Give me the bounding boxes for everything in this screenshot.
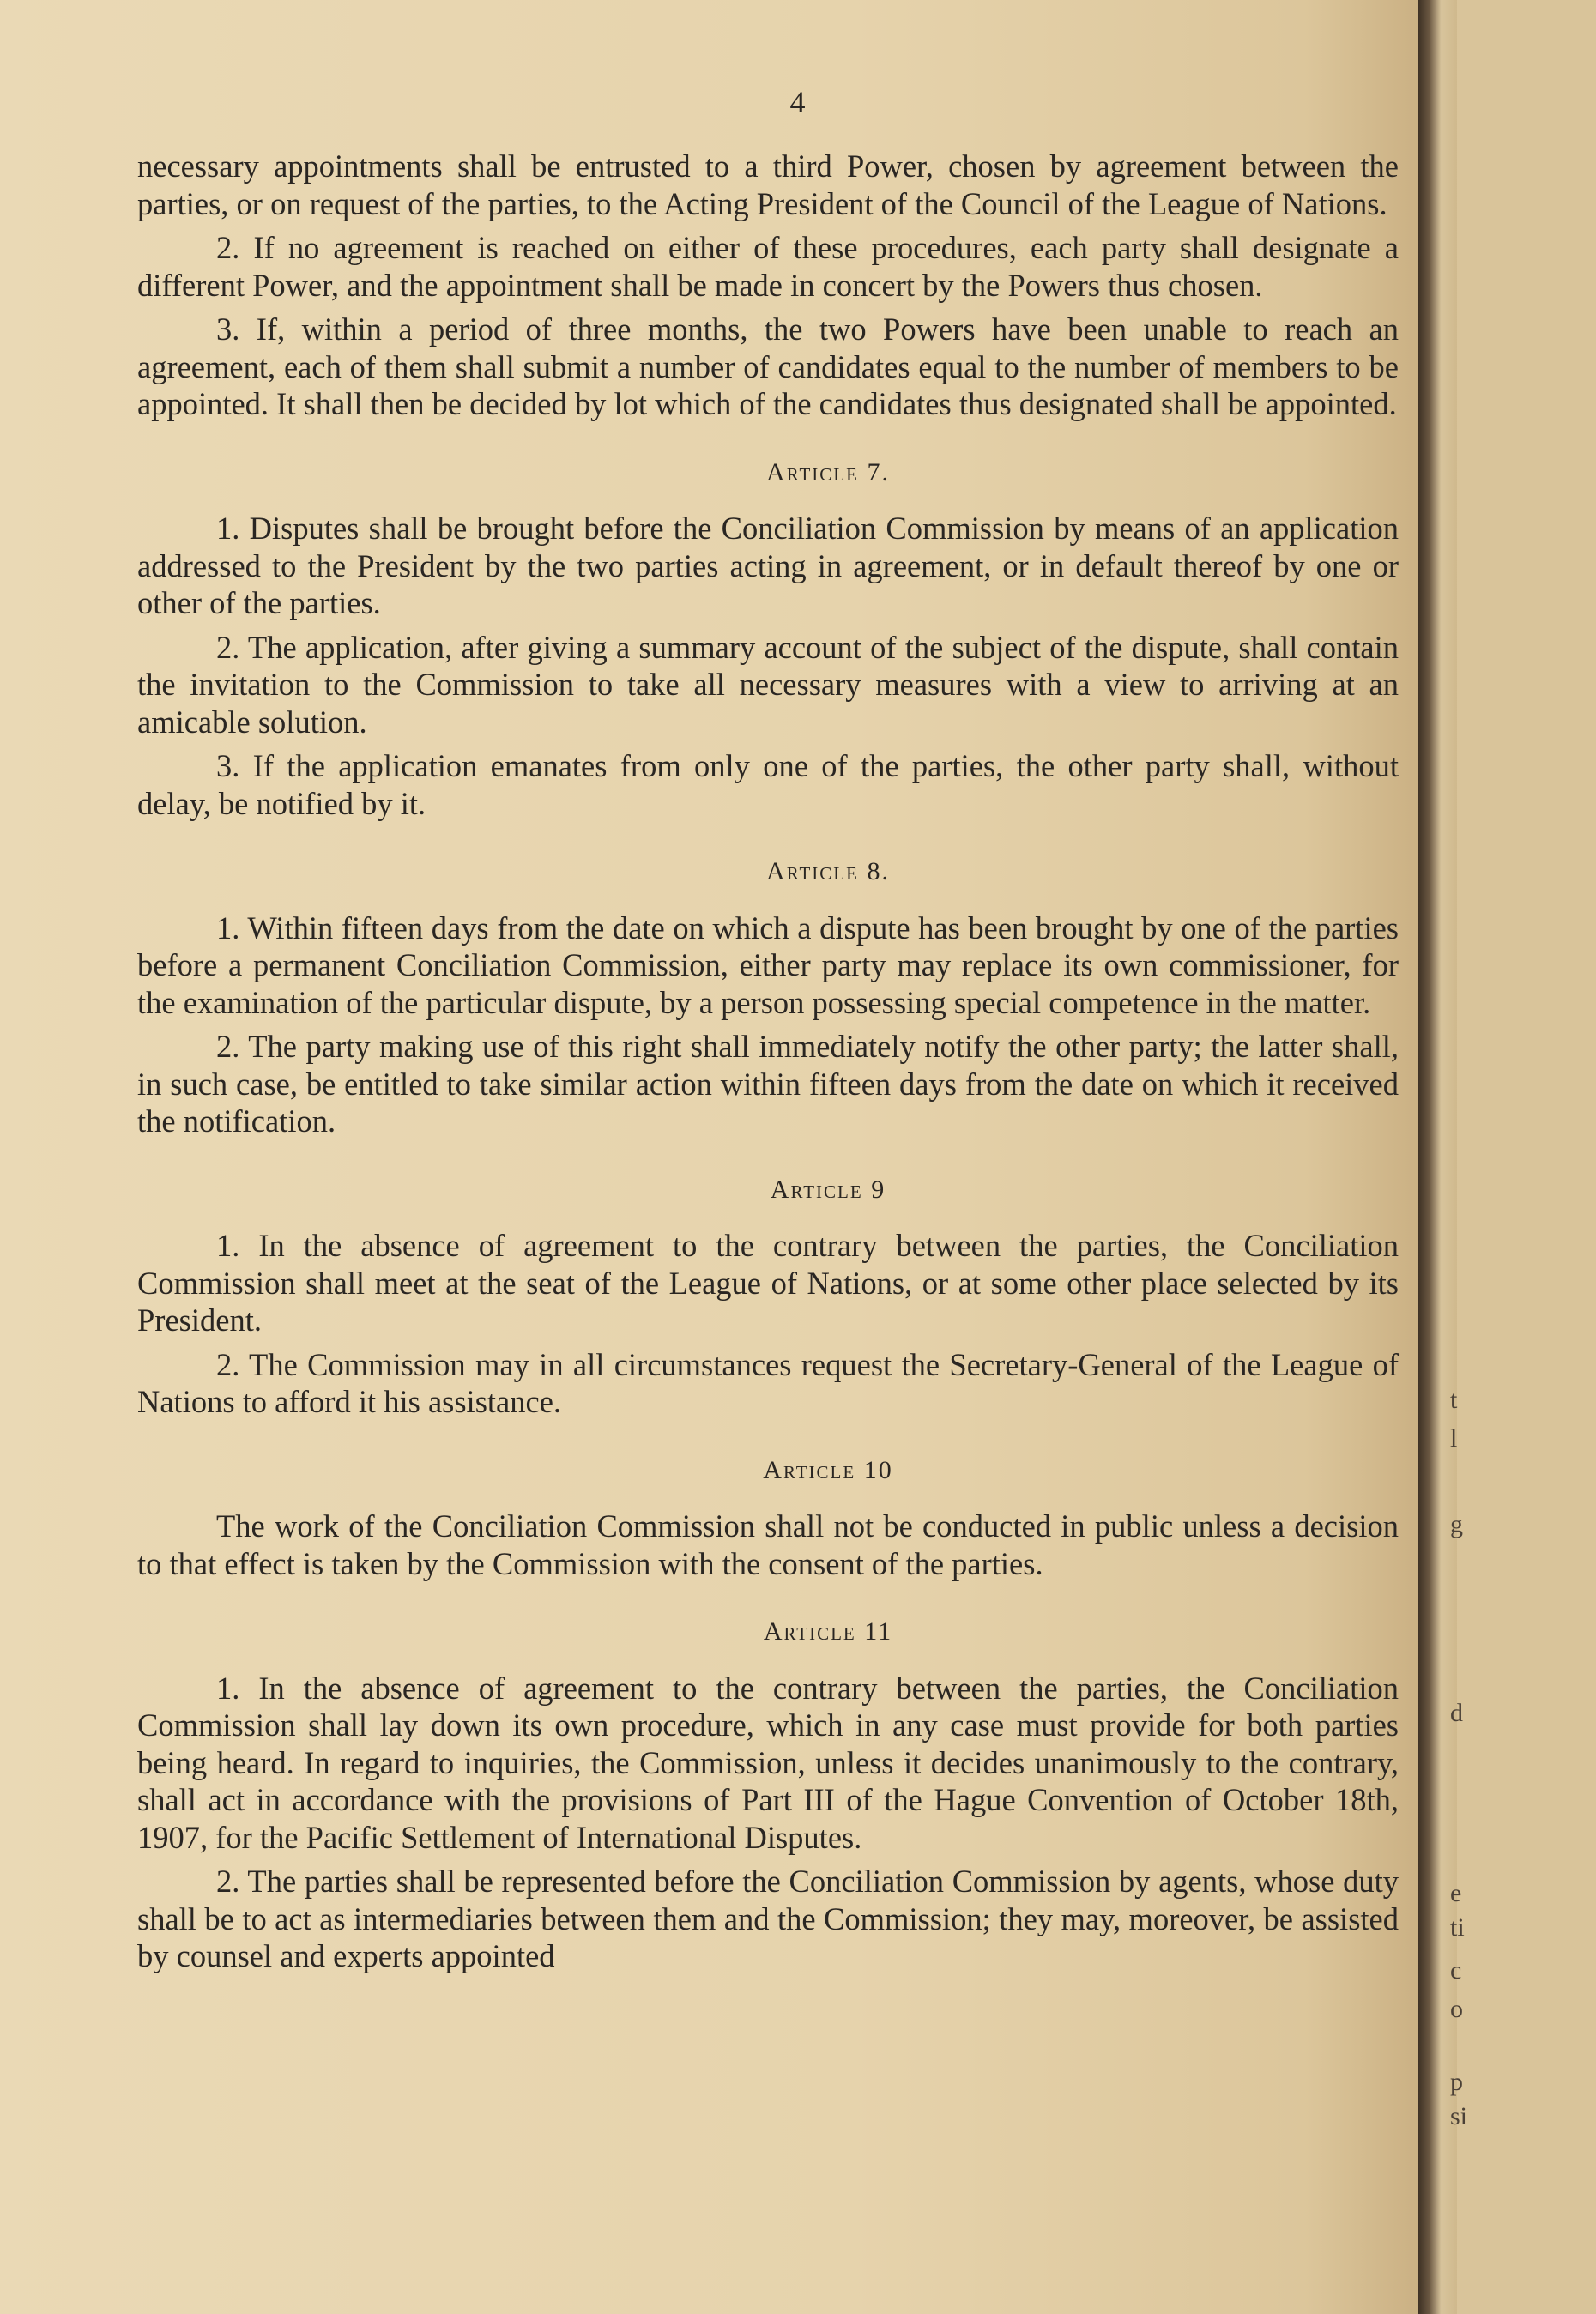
article-7-heading: Article 7. bbox=[766, 457, 890, 486]
article-9-paragraph-2: 2. The Commission may in all circumstances request the Secretary-General of the League of Nations to afford it his assistance. bbox=[137, 1346, 1399, 1419]
article-11-heading: Article 11 bbox=[763, 1617, 893, 1646]
article-10-paragraph-1: The work of the Conciliation Commission shall not be conducted in public unless a decision to that effect is taken by the Commission with the consent of the parties. bbox=[137, 1508, 1399, 1581]
gutter-fragment: e bbox=[1450, 1879, 1462, 1907]
article-11-paragraph-1: 1. In the absence of agreement to the contrary between the parties, the Conciliation Commission shall lay down its own procedure, which in any case must provide for both parties being heard. In regard to inquiries, the Commission, unless it decides unanimously to the contrary, shall act in accordance with the provisions of Part III of the Hague Convention of October 18th, 1907, for the Pacific Settlement of International Disputes. bbox=[137, 1670, 1399, 1855]
gutter-fragment: g bbox=[1450, 1510, 1463, 1538]
gutter-fragment: p bbox=[1450, 2068, 1463, 2096]
gutter-fragment: si bbox=[1450, 2102, 1468, 2130]
gutter-fragment: ti bbox=[1450, 1913, 1465, 1942]
article-8-paragraph-2: 2. The party making use of this right shall immediately notify the other party; the latter shall, in such case, be entitled to take similar action within fifteen days from the date on which it received the notification. bbox=[137, 1029, 1399, 1139]
article-9-heading: Article 9 bbox=[770, 1175, 886, 1204]
paragraph-continued: necessary appointments shall be entrusted to a third Power, chosen by agreement between the parties, or on request of the parties, to the Acting President of the Council of the League of Nations. bbox=[137, 148, 1399, 221]
article-8-paragraph-1: 1. Within fifteen days from the date on which a dispute has been brought by one of the parties before a permanent Conciliation Commission, either party may replace its own commissioner, for the examination of the particular dispute, by a person possessing special competence in the matter. bbox=[137, 909, 1399, 1020]
page-number: 4 bbox=[789, 85, 807, 119]
gutter-fragment: o bbox=[1450, 1995, 1463, 2023]
article-8-heading: Article 8. bbox=[766, 857, 890, 885]
gutter-fragment: t bbox=[1450, 1386, 1458, 1414]
gutter-fragment: c bbox=[1450, 1956, 1462, 1985]
gutter-fragment: l bbox=[1450, 1424, 1458, 1453]
paragraph-3: 3. If, within a period of three months, the two Powers have been unable to reach an agreement, each of them shall submit a number of candidates equal to the number of members to be appointed. It shall then be decided by lot which of the candidates thus designated shall be appointed. bbox=[137, 311, 1399, 421]
article-7-paragraph-1: 1. Disputes shall be brought before the Conciliation Commission by means of an application addressed to the President by the two parties acting in agreement, or in default thereof by one or other of the parties. bbox=[137, 511, 1399, 620]
article-11-paragraph-2: 2. The parties shall be represented before the Conciliation Commission by agents, whose duty shall be to act as intermediaries between them and the Commission; they may, moreover, be assisted by counsel and experts appointed bbox=[137, 1864, 1399, 1973]
article-9-paragraph-1: 1. In the absence of agreement to the contrary between the parties, the Conciliation Commission shall meet at the seat of the League of Nations, or at some other place selected by its President. bbox=[137, 1228, 1399, 1338]
document-body bbox=[137, 148, 1399, 1975]
paragraph-2: 2. If no agreement is reached on either of these procedures, each party shall designate a different Power, and the appointment shall be made in concert by the Powers thus chosen. bbox=[137, 230, 1399, 303]
article-7-paragraph-2: 2. The application, after giving a summary account of the subject of the dispute, shall contain the invitation to the Commission to take all necessary measures with a view to arriving at an amicable solution. bbox=[137, 629, 1399, 740]
gutter-fragment: d bbox=[1450, 1699, 1463, 1727]
article-7-paragraph-3: 3. If the application emanates from only one of the parties, the other party shall, without delay, be notified by it. bbox=[137, 748, 1399, 821]
article-10-heading: Article 10 bbox=[763, 1455, 893, 1484]
